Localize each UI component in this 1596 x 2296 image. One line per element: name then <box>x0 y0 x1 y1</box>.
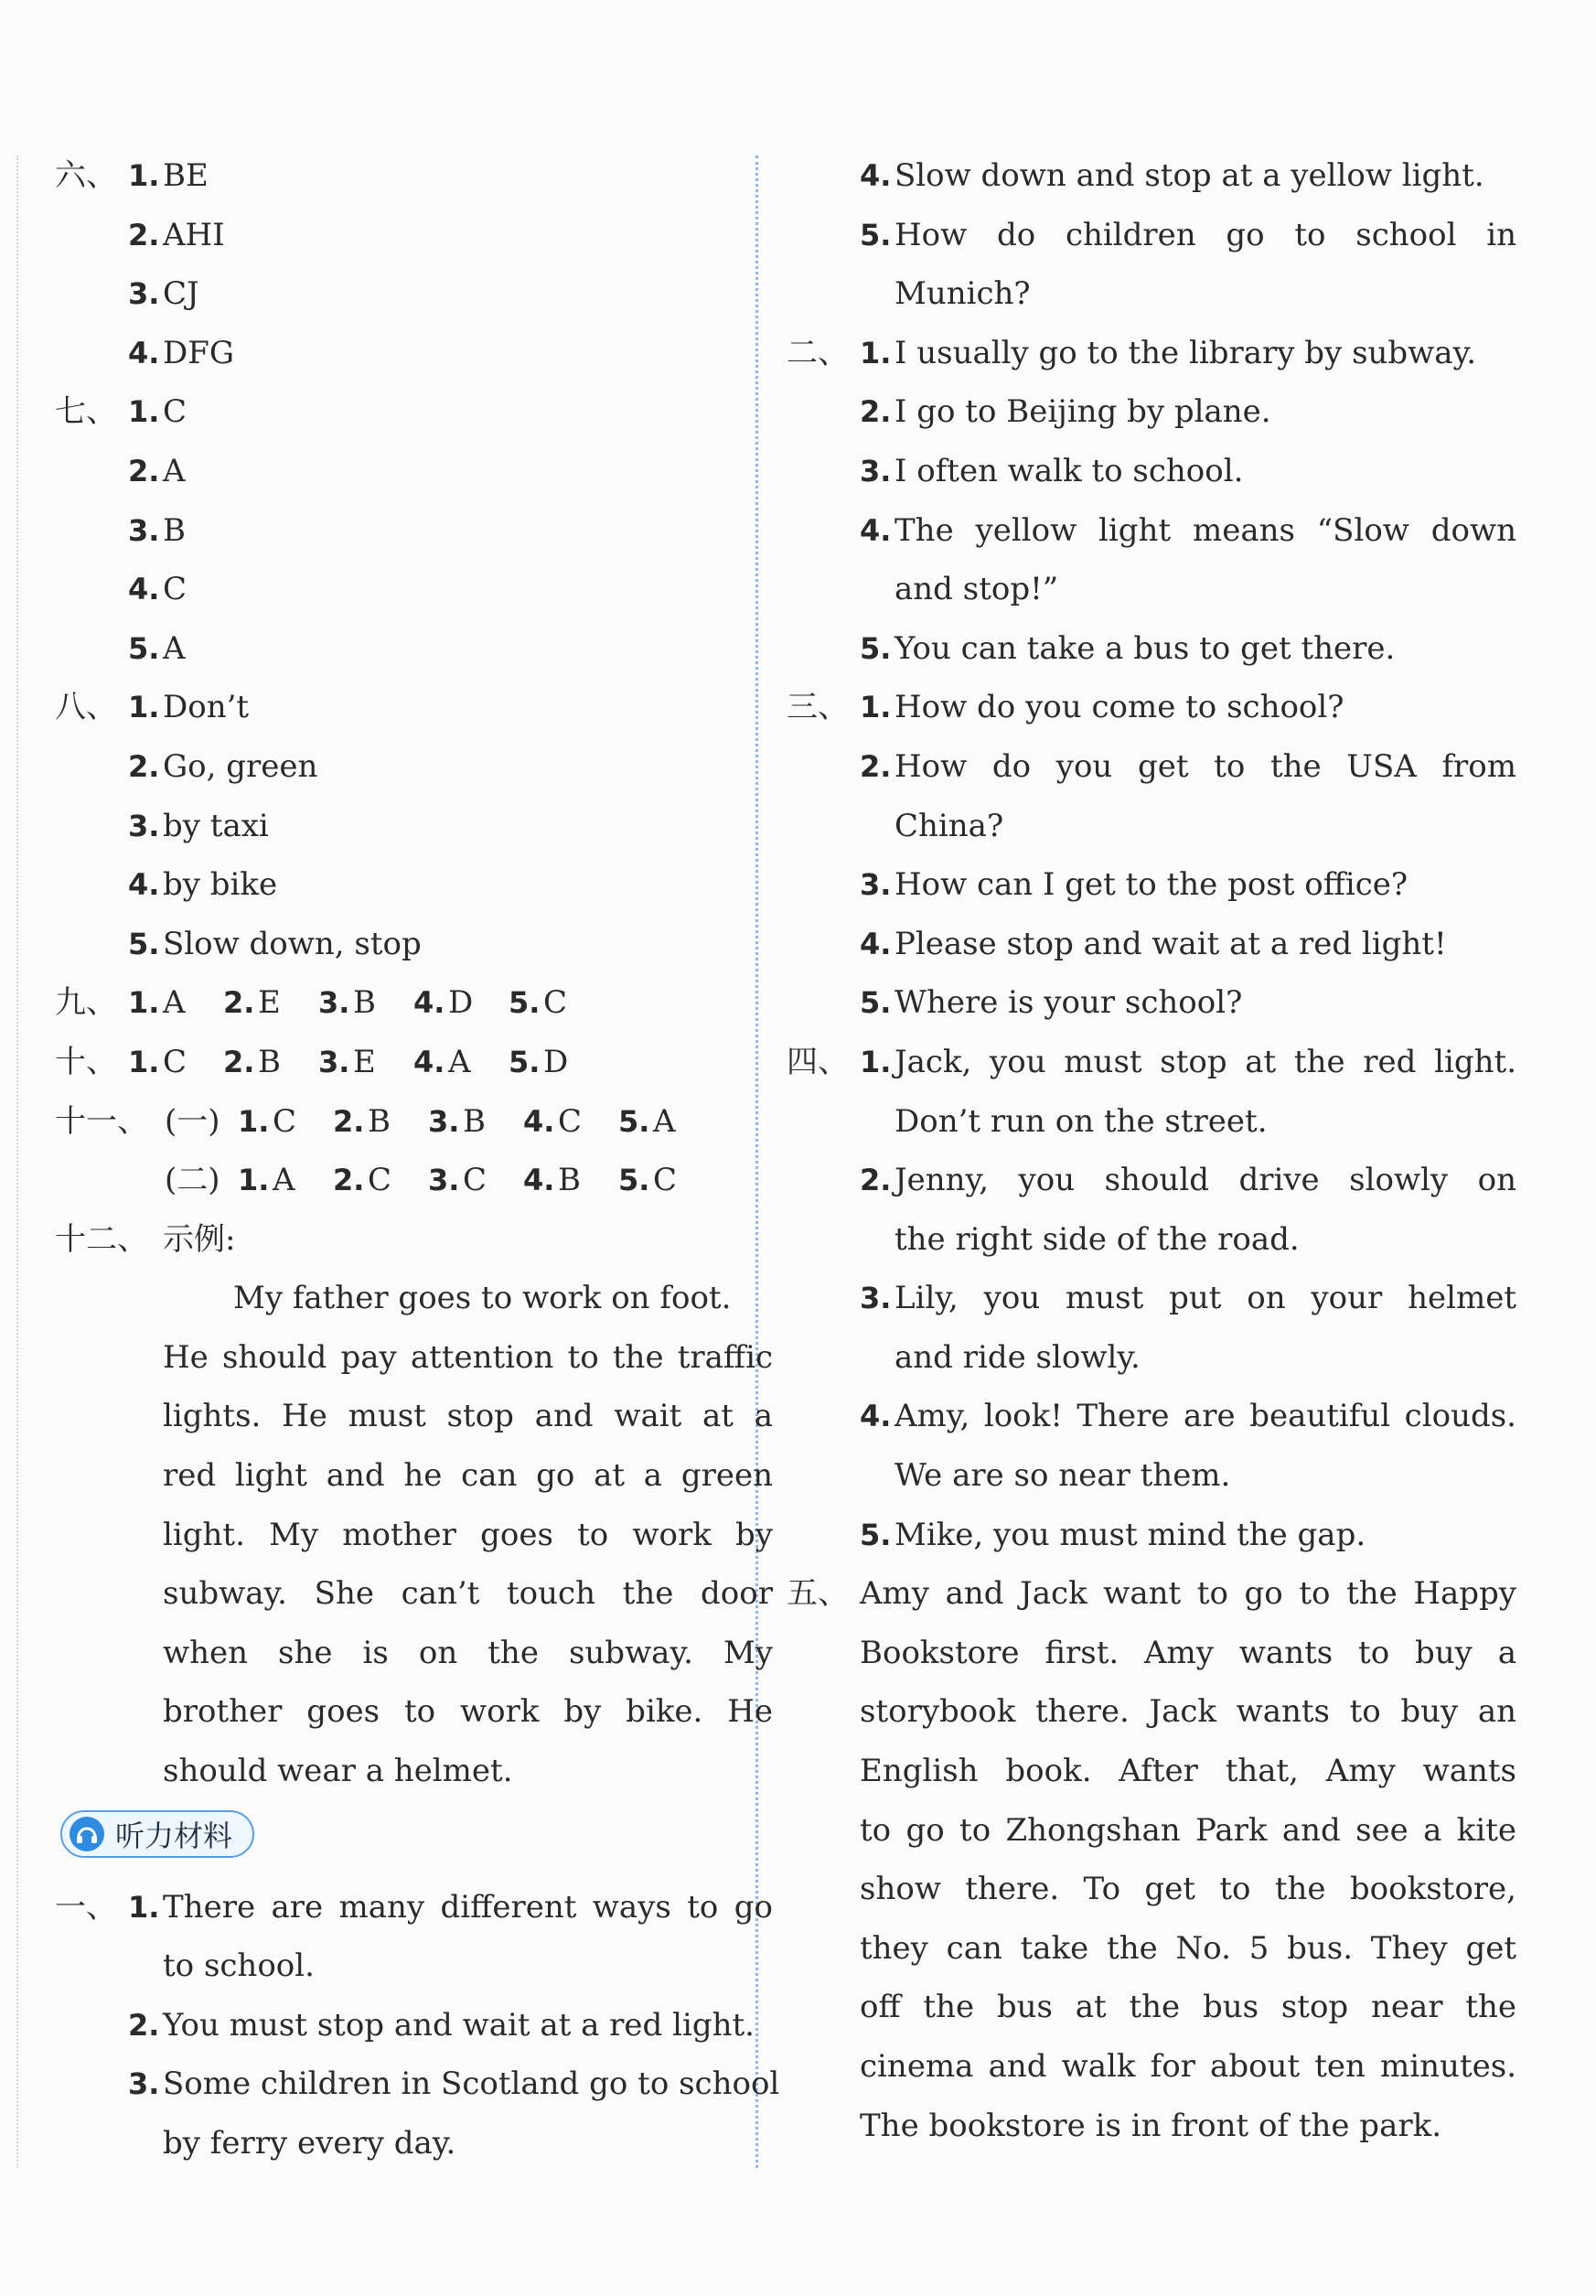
item-number: 3. <box>428 1103 460 1139</box>
item-text: B <box>353 984 376 1022</box>
listening-2-line <box>787 501 1516 561</box>
item-number: 2. <box>333 1103 365 1139</box>
item-text: We are so near them. <box>894 1457 1231 1495</box>
item-number: 4. <box>860 158 892 193</box>
item-text: C <box>273 1102 297 1140</box>
item-number: 5. <box>860 1517 892 1552</box>
item-text: B <box>163 511 186 549</box>
listening-2-line <box>787 382 1463 442</box>
section-8-item <box>55 797 732 856</box>
section-label: 三、 <box>787 689 849 726</box>
item-text: Amy, look! There are beautiful clouds. <box>894 1398 1516 1435</box>
section-label: 八、 <box>55 689 117 726</box>
section-label: 一、 <box>55 1888 117 1926</box>
item-number: 5. <box>128 926 160 961</box>
sample-essay-line <box>55 1506 773 1565</box>
item-number: 4. <box>413 985 445 1021</box>
item-text: BE <box>163 157 209 194</box>
sample-essay-line <box>55 1682 773 1742</box>
item-number: 1. <box>238 1103 270 1139</box>
section-label: 六、 <box>55 157 117 194</box>
section-8-item <box>55 737 732 797</box>
item-number: 3. <box>860 867 892 903</box>
item-number: 3. <box>860 453 892 488</box>
item-number: 4. <box>413 1044 445 1079</box>
listening-5-line <box>787 1564 1516 1624</box>
item-text: He should pay attention to the traffic <box>163 1338 773 1376</box>
section-11-row-2 <box>55 1151 732 1210</box>
item-text: C <box>368 1162 392 1199</box>
item-text: Slow down, stop <box>163 925 422 962</box>
item-text: Lily, you must put on your helmet <box>894 1280 1516 1317</box>
item-number: 4. <box>128 572 160 607</box>
section-6-item <box>55 206 732 265</box>
item-number: 1. <box>238 1163 270 1198</box>
item-text: they can take the No. 5 bus. They get <box>860 1929 1516 1967</box>
sample-essay-line <box>55 1624 773 1683</box>
item-number: 3. <box>318 1044 350 1079</box>
item-text: You must stop and wait at a red light. <box>163 2006 755 2044</box>
item-text: Munich? <box>894 275 1031 313</box>
listening-heading-text: 听力材料 <box>115 1818 233 1853</box>
item-text: I go to Beijing by plane. <box>894 393 1271 431</box>
item-text: How can I get to the post office? <box>894 866 1409 904</box>
item-number: 3. <box>128 808 160 843</box>
item-number: 1. <box>128 158 160 193</box>
item-text: C <box>543 984 568 1022</box>
section-label: 五、 <box>787 1575 849 1613</box>
item-number: 2. <box>223 985 255 1021</box>
item-text: A <box>163 984 186 1022</box>
item-text: Jack, you must stop at the red light. <box>894 1043 1516 1080</box>
item-text: How do children go to school in <box>894 216 1516 253</box>
item-text: D <box>448 984 474 1022</box>
item-number: 2. <box>860 1163 892 1198</box>
item-number: 4. <box>860 1399 892 1434</box>
item-text: C <box>163 393 187 431</box>
section-8-item <box>55 678 732 737</box>
item-number: 1. <box>128 394 160 430</box>
item-text: A <box>273 1162 295 1199</box>
item-number: 1. <box>128 690 160 725</box>
item-text: My father goes to work on foot. <box>233 1280 732 1317</box>
section-6-item <box>55 324 732 383</box>
item-text: B <box>558 1162 581 1199</box>
item-text: AHI <box>163 216 225 253</box>
listening-5-line <box>787 2097 1463 2156</box>
listening-3-line <box>787 973 1463 1033</box>
item-text: when she is on the subway. My <box>163 1634 773 1671</box>
item-number: 1. <box>860 690 892 725</box>
item-number: 3. <box>860 1281 892 1316</box>
section-label: 七、 <box>55 393 117 431</box>
item-number: 5. <box>860 630 892 666</box>
listening-2-line <box>787 560 1463 619</box>
item-number: 1. <box>860 1044 892 1079</box>
item-number: 5. <box>618 1163 650 1198</box>
item-number: 2. <box>128 217 160 252</box>
item-number: 2. <box>223 1044 255 1079</box>
item-number: 3. <box>128 2066 160 2102</box>
item-number: 1. <box>128 1889 160 1925</box>
listening-4-line <box>787 1151 1516 1210</box>
listening-5-line <box>787 1742 1516 1801</box>
item-text: to go to Zhongshan Park and see a kite <box>860 1811 1516 1849</box>
item-number: 4. <box>523 1163 555 1198</box>
item-text: B <box>463 1102 486 1140</box>
item-text: subway. She can’t touch the door <box>163 1575 773 1613</box>
item-text: DFG <box>163 334 235 371</box>
item-text: Mike, you must mind the gap. <box>894 1516 1366 1553</box>
item-number: 2. <box>128 453 160 488</box>
listening-1-line <box>55 1878 773 1937</box>
item-text: A <box>653 1102 676 1140</box>
item-text: Slow down and stop at a yellow light. <box>894 157 1484 194</box>
listening-3-line <box>787 737 1516 797</box>
listening-1-line <box>55 2055 780 2114</box>
item-number: 1. <box>128 1044 160 1079</box>
item-text: CJ <box>163 275 199 313</box>
section-label: 十、 <box>55 1043 117 1080</box>
section-label: 十二、 <box>55 1220 148 1258</box>
item-text: Some children in Scotland go to school <box>163 2065 780 2103</box>
listening-5-line <box>787 2037 1516 2097</box>
listening-4-line <box>787 1210 1463 1270</box>
listening-2-line <box>787 324 1477 383</box>
listening-1-line <box>55 1996 755 2055</box>
item-text: English book. After that, Amy wants <box>860 1753 1516 1790</box>
item-number: 3. <box>318 985 350 1021</box>
sample-essay-line <box>55 1269 732 1328</box>
sample-essay-line <box>55 1564 773 1624</box>
sample-essay-line <box>55 1328 773 1388</box>
item-text: E <box>258 984 281 1022</box>
listening-3-line <box>787 678 1463 737</box>
item-text: red light and he can go at a green <box>163 1457 773 1495</box>
section-8-item <box>55 915 732 974</box>
item-text: Where is your school? <box>894 984 1243 1022</box>
item-text: D <box>543 1043 569 1080</box>
item-text: storybook there. Jack wants to buy an <box>860 1693 1516 1731</box>
listening-heading <box>60 1810 254 1858</box>
section-label: 二、 <box>787 334 849 371</box>
item-number: 5. <box>509 985 541 1021</box>
listening-5-line <box>787 1682 1516 1742</box>
listening-heading-wrap <box>55 1801 732 1878</box>
sample-essay-line <box>55 1387 773 1446</box>
listening-5-line <box>787 1978 1516 2037</box>
item-number: 1. <box>128 985 160 1021</box>
item-text: A <box>163 452 186 489</box>
item-number: 5. <box>860 985 892 1021</box>
item-text: C <box>163 1043 187 1080</box>
headphones-icon <box>70 1817 104 1851</box>
listening-4-line <box>787 1446 1463 1506</box>
item-number: 2. <box>128 748 160 784</box>
item-number: 2. <box>860 394 892 430</box>
item-text: by taxi <box>163 807 269 844</box>
item-text: Don’t run on the street. <box>894 1102 1268 1140</box>
section-11-row-1 <box>55 1092 732 1152</box>
item-number: 4. <box>860 926 892 961</box>
item-text: show there. To get to the bookstore, <box>860 1871 1516 1908</box>
item-number: 4. <box>860 512 892 548</box>
listening-2-line <box>787 619 1463 679</box>
item-number: 2. <box>333 1163 365 1198</box>
listening-2-line <box>787 442 1463 501</box>
item-text: A <box>448 1043 471 1080</box>
item-number: 4. <box>128 867 160 903</box>
item-text: The bookstore is in front of the park. <box>860 2107 1442 2144</box>
item-text: should wear a helmet. <box>163 1753 513 1790</box>
item-text: How do you come to school? <box>894 689 1344 726</box>
section-label: 九、 <box>55 984 117 1022</box>
item-text: and stop!” <box>894 571 1059 608</box>
item-text: by ferry every day. <box>163 2125 456 2162</box>
item-text: E <box>353 1043 376 1080</box>
section-6-item <box>55 146 732 206</box>
section-label: 四、 <box>787 1043 849 1080</box>
listening-1-cont-line <box>787 146 1484 206</box>
listening-1-line <box>55 2114 732 2173</box>
listening-5-line <box>787 1801 1516 1861</box>
section-label: 十一、 <box>55 1102 148 1140</box>
listening-5-line <box>787 1860 1516 1919</box>
item-number: 4. <box>128 335 160 370</box>
listening-4-line <box>787 1387 1516 1446</box>
section-12-label <box>55 1210 732 1270</box>
item-number: 2. <box>128 2007 160 2043</box>
item-text: A <box>163 629 186 667</box>
column-divider <box>755 156 758 2168</box>
item-text: and ride slowly. <box>894 1338 1141 1376</box>
item-text: B <box>368 1102 391 1140</box>
left-column <box>55 146 780 2173</box>
listening-5-line <box>787 1624 1516 1683</box>
listening-4-line <box>787 1033 1516 1092</box>
sample-essay-line <box>55 1446 773 1506</box>
item-number: 3. <box>128 512 160 548</box>
section-7-item <box>55 442 732 501</box>
item-text: Amy and Jack want to go to the Happy <box>860 1575 1516 1613</box>
item-text: light. My mother goes to work by <box>163 1516 773 1553</box>
item-text: You can take a bus to get there. <box>894 629 1396 667</box>
item-text: Go, green <box>163 747 318 785</box>
listening-4-line <box>787 1506 1463 1565</box>
item-number: 3. <box>128 276 160 312</box>
item-number: 5. <box>618 1103 650 1139</box>
sample-essay-line <box>55 1742 732 1801</box>
item-text: I usually go to the library by subway. <box>894 334 1477 371</box>
item-text: How do you get to the USA from <box>894 747 1516 785</box>
item-text: There are many different ways to go <box>163 1888 773 1926</box>
listening-3-line <box>787 797 1463 856</box>
item-text: by bike <box>163 866 278 904</box>
item-number: 5. <box>128 630 160 666</box>
item-number: 5. <box>509 1044 541 1079</box>
item-text: C <box>558 1102 583 1140</box>
item-text: Don’t <box>163 689 250 726</box>
section-7-item <box>55 382 732 442</box>
item-text: C <box>653 1162 678 1199</box>
listening-1-cont-line <box>787 206 1516 265</box>
item-text: I often walk to school. <box>894 452 1244 489</box>
listening-5-line <box>787 1919 1516 1979</box>
item-text: lights. He must stop and wait at a <box>163 1398 773 1435</box>
item-text: C <box>163 571 187 608</box>
listening-4-line <box>787 1269 1516 1328</box>
item-number: 5. <box>860 217 892 252</box>
listening-1-line <box>55 1937 732 1996</box>
item-text: brother goes to work by bike. He <box>163 1693 773 1731</box>
section-7-item <box>55 560 732 619</box>
section-8-item <box>55 855 732 915</box>
section-9-row <box>55 973 732 1033</box>
left-margin-rule <box>16 156 18 2168</box>
item-number: 2. <box>860 748 892 784</box>
item-text: China? <box>894 807 1004 844</box>
item-number: 1. <box>860 335 892 370</box>
right-column <box>787 146 1516 2155</box>
item-text: off the bus at the bus stop near the <box>860 1989 1516 2026</box>
item-text: the right side of the road. <box>894 1220 1300 1258</box>
item-text: B <box>258 1043 281 1080</box>
part-label: (一) <box>165 1102 220 1140</box>
item-text: Please stop and wait at a red light! <box>894 925 1447 962</box>
item-text: Bookstore first. Amy wants to buy a <box>860 1634 1516 1671</box>
item-number: 3. <box>428 1163 460 1198</box>
listening-4-line <box>787 1328 1463 1388</box>
item-text: The yellow light means “Slow down <box>894 511 1516 549</box>
listening-1-cont-line <box>787 264 1463 324</box>
listening-3-line <box>787 855 1463 915</box>
listening-3-line <box>787 915 1463 974</box>
item-text: cinema and walk for about ten minutes. <box>860 2048 1516 2085</box>
part-label: (二) <box>165 1162 220 1199</box>
item-text: to school. <box>163 1947 315 1985</box>
item-text: Jenny, you should drive slowly on <box>894 1162 1516 1199</box>
section-6-item <box>55 264 732 324</box>
section-7-item <box>55 619 732 679</box>
section-10-row <box>55 1033 732 1092</box>
section-7-item <box>55 501 732 561</box>
item-number: 4. <box>523 1103 555 1139</box>
item-text: 示例: <box>163 1220 236 1258</box>
listening-4-line <box>787 1092 1463 1152</box>
item-text: C <box>463 1162 487 1199</box>
